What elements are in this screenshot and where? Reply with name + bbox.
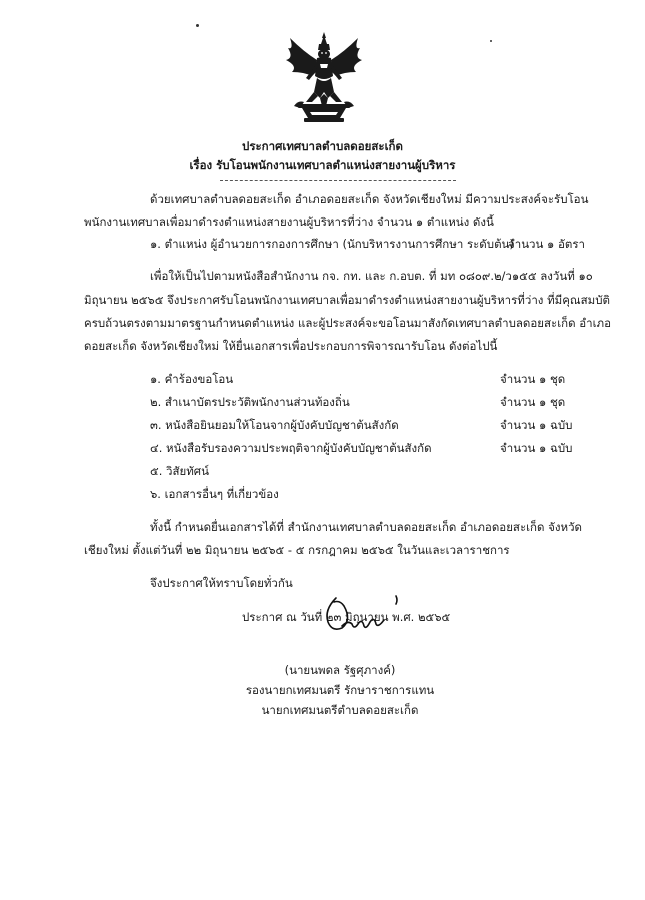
intro-line: ด้วยเทศบาลตำบลดอยสะเก็ด อำเภอดอยสะเก็ด จังหวัดเชียงใหม่ มีความประสงค์จะรับโอน — [150, 192, 589, 206]
divider — [220, 180, 456, 181]
document-item: ๖. เอกสารอื่นๆ ที่เกี่ยวข้อง — [150, 487, 279, 501]
document-item: ๒. สำเนาบัตรประวัติพนักงานส่วนท้องถิ่น — [150, 395, 350, 409]
document-count: จำนวน ๑ ฉบับ — [500, 418, 573, 432]
scan-speck — [196, 24, 199, 27]
position-item: ๑. ตำแหน่ง ผู้อำนวยการกองการศึกษา (นักบริหารงานการศึกษา ระดับต้น) — [150, 237, 514, 251]
scan-speck — [490, 40, 492, 42]
intro-line: พนักงานเทศบาลเพื่อมาดำรงตำแหน่งสายงานผู้บริหารที่ว่าง จำนวน ๑ ตำแหน่ง ดังนี้ — [84, 215, 494, 229]
document-item: ๑. คำร้องขอโอน — [150, 372, 234, 386]
announcement-date: ประกาศ ณ วันที่ ๒๓ มิถุนายน พ.ศ. ๒๕๖๕ — [242, 610, 451, 624]
document-count: จำนวน ๑ ชุด — [500, 395, 566, 409]
submission-line: เชียงใหม่ ตั้งแต่วันที่ ๒๒ มิถุนายน ๒๕๖๕ - ๕ กรกฎาคม ๒๕๖๕ ในวันและเวลาราชการ — [84, 543, 510, 557]
page-subject: เรื่อง รับโอนพนักงานเทศบาลตำแหน่งสายงานผู้บริหาร — [189, 158, 456, 172]
body-line: มิถุนายน ๒๕๖๕ จึงประกาศรับโอนพนักงานเทศบาลเพื่อมาดำรงตำแหน่งสายงานผู้บริหารที่ว่าง ที่มีคุณสมบัติ — [84, 293, 610, 307]
handwritten-signature — [318, 590, 410, 642]
position-count: จำนวน ๑ อัตรา — [508, 237, 585, 251]
closing-text: จึงประกาศให้ทราบโดยทั่วกัน — [150, 576, 293, 590]
body-line: ครบถ้วนตรงตามมาตรฐานกำหนดตำแหน่ง และผู้ประสงค์จะขอโอนมาสังกัดเทศบาลตำบลดอยสะเก็ด อำเภอ — [84, 316, 612, 330]
signatory-name: (นายนพดล รัฐศุภางค์) — [284, 663, 396, 677]
document-item: ๔. หนังสือรับรองความประพฤติจากผู้บังคับบัญชาต้นสังกัด — [150, 441, 432, 455]
document-count: จำนวน ๑ ฉบับ — [500, 441, 573, 455]
body-line: ดอยสะเก็ด จังหวัดเชียงใหม่ ให้ยื่นเอกสารเพื่อประกอบการพิจารณารับโอน ดังต่อไปนี้ — [84, 339, 498, 353]
signatory-title: นายกเทศมนตรีตำบลดอยสะเก็ด — [261, 703, 419, 717]
body-line: เพื่อให้เป็นไปตามหนังสือสำนักงาน กจ. กท. และ ก.อบต. ที่ มท ๐๘๐๙.๒/ว๑๕๕ ลงวันที่ ๑๐ — [150, 269, 593, 283]
document-item: ๓. หนังสือยินยอมให้โอนจากผู้บังคับบัญชาต้นสังกัด — [150, 418, 399, 432]
submission-line: ทั้งนี้ กำหนดยื่นเอกสารได้ที่ สำนักงานเทศบาลตำบลดอยสะเก็ด อำเภอดอยสะเก็ด จังหวัด — [150, 520, 583, 534]
document-count: จำนวน ๑ ชุด — [500, 372, 566, 386]
page-title: ประกาศเทศบาลตำบลดอยสะเก็ด — [242, 139, 403, 153]
document-item: ๕. วิสัยทัศน์ — [150, 464, 209, 478]
garuda-emblem — [284, 32, 364, 126]
signatory-title: รองนายกเทศมนตรี รักษาราชการแทน — [245, 683, 435, 697]
